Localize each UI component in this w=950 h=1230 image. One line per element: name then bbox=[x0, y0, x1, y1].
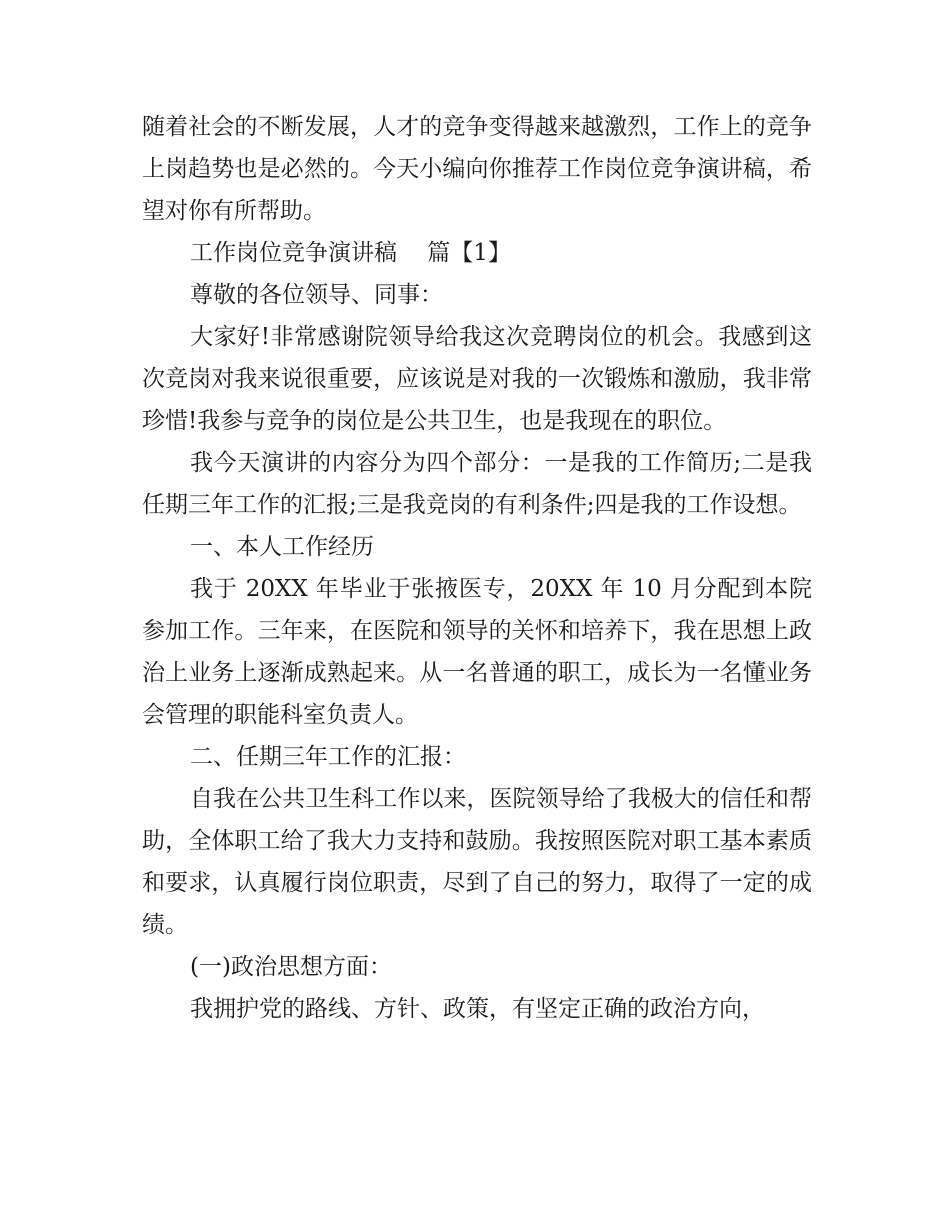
paragraph-thanks: 大家好!非常感谢院领导给我这次竞聘岗位的机会。我感到这次竞岗对我来说很重要，应该说是对我的一次锻炼和激励，我非常珍惜!我参与竞争的岗位是公共卫生，也是我现在的职位。 bbox=[142, 324, 812, 434]
paragraph-report: 自我在公共卫生科工作以来，医院领导给了我极大的信任和帮助，全体职工给了我大力支持和鼓励。我按照医院对职工基本素质和要求，认真履行岗位职责，尽到了自己的努力，取得了一定的成绩。 bbox=[142, 786, 812, 938]
paragraph-experience: 我于 20XX 年毕业于张掖医专，20XX 年 10 月分配到本院参加工作。三年来，在医院和领导的关怀和培养下，我在思想上政治上业务上逐渐成熟起来。从一名普通的职工，成长为一名懂业务会管理的职能科室负责人。 bbox=[142, 576, 812, 728]
heading-work-experience: 一、本人工作经历 bbox=[190, 534, 374, 560]
paragraph-outline: 我今天演讲的内容分为四个部分：一是我的工作简历;二是我任期三年工作的汇报;三是我竞岗的有利条件;四是我的工作设想。 bbox=[142, 450, 812, 518]
document-body bbox=[142, 106, 812, 1030]
heading-political: (一)政治思想方面： bbox=[190, 954, 392, 980]
section-title: 工作岗位竞争演讲稿 篇【1】 bbox=[190, 240, 511, 266]
salutation: 尊敬的各位领导、同事： bbox=[190, 282, 443, 308]
heading-work-report: 二、任期三年工作的汇报： bbox=[190, 744, 466, 770]
paragraph-political: 我拥护党的路线、方针、政策，有坚定正确的政治方向， bbox=[190, 996, 765, 1022]
intro-paragraph: 随着社会的不断发展，人才的竞争变得越来越激烈，工作上的竞争上岗趋势也是必然的。今天小编向你推荐工作岗位竞争演讲稿，希望对你有所帮助。 bbox=[142, 114, 812, 224]
